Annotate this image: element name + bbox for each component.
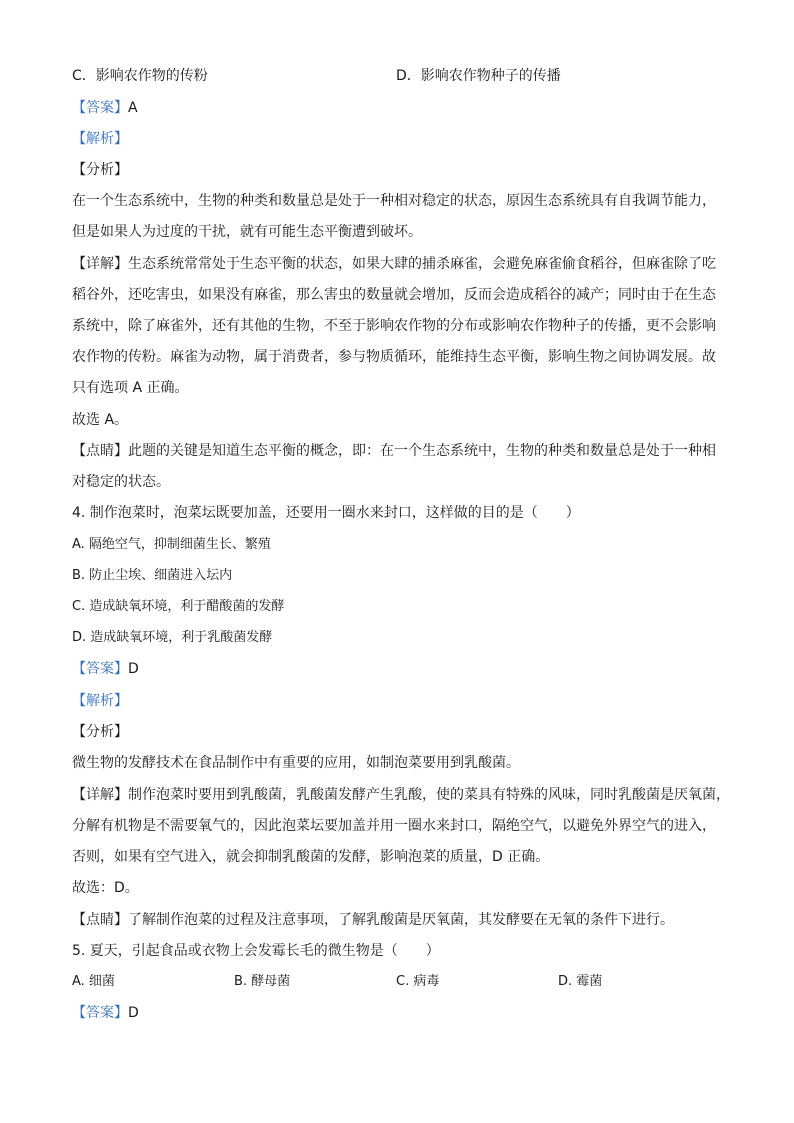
- q3-answer-tag: 【答案】: [72, 100, 128, 116]
- q3-answer: [72, 98, 138, 118]
- q3-fenxi-line-2: 但是如果人为过度的干扰，就有可能生态平衡遭到破坏。: [72, 224, 422, 240]
- q4-analysis-tag: 【解析】: [72, 693, 128, 709]
- q4-detail-line-1: 【详解】制作泡菜时要用到乳酸菌，乳酸菌发酵产生乳酸，使的菜具有特殊的风味，同时乳酸菌是厌氧菌，: [72, 787, 730, 803]
- q3-detail-line-3: 系统中，除了麻雀外，还有其他的生物，不至于影响农作物的分布或影响农作物种子的传播，更不会影响: [72, 318, 716, 334]
- q4-comment: 【点睛】了解制作泡菜的过程及注意事项，了解乳酸菌是厌氧菌，其发酵要在无氧的条件下进行。: [72, 912, 674, 928]
- q3-detail-line-5: 只有选项 A 正确。: [72, 380, 189, 396]
- q3-analysis-tag: 【解析】: [72, 131, 128, 147]
- q5-option-c: C. 病毒: [396, 974, 440, 989]
- q5-answer-tag: 【答案】: [72, 1005, 128, 1021]
- q4-stem: 4. 制作泡菜时，泡菜坛既要加盖，还要用一圈水来封口，这样做的目的是（ ）: [72, 505, 580, 521]
- q4-detail-line-3: 否则，如果有空气进入，就会抑制乳酸菌的发酵，影响泡菜的质量，D 正确。: [72, 849, 550, 865]
- q3-comment-tag: 【点睛】: [72, 443, 128, 459]
- q4-conclusion: 故选：D。: [72, 880, 139, 896]
- q3-detail-tag: 【详解】: [72, 256, 128, 272]
- q4-option-d: D. 造成缺氧环境，利于乳酸菌发酵: [72, 630, 273, 645]
- q3-answer-value: A: [128, 100, 138, 116]
- q3-detail-line-2: 稻谷外，还吃害虫，如果没有麻雀，那么害虫的数量就会增加，反而会造成稻谷的减产；同时由于在生态: [72, 287, 716, 303]
- q3-detail-line-1: 【详解】生态系统常常处于生态平衡的状态，如果大肆的捕杀麻雀，会避免麻雀偷食稻谷，但麻雀除了吃: [72, 256, 716, 272]
- q3-option-c: C．影响农作物的传粉: [72, 68, 208, 84]
- q5-answer: [72, 1003, 139, 1023]
- q5-option-a: A. 细菌: [72, 974, 115, 989]
- q4-comment-tag: 【点睛】: [72, 912, 128, 928]
- q5-answer-value: D: [128, 1005, 139, 1021]
- q3-conclusion: 故选 A。: [72, 412, 129, 428]
- q4-fenxi-tag: 【分析】: [72, 724, 128, 740]
- q4-option-b: B. 防止尘埃、细菌进入坛内: [72, 568, 233, 583]
- q5-option-d: D. 霉菌: [558, 974, 603, 989]
- q3-comment-line-1: 【点睛】此题的关键是知道生态平衡的概念，即：在一个生态系统中，生物的种类和数量总是处于一种相: [72, 443, 716, 459]
- q4-detail-tag: 【详解】: [72, 787, 128, 803]
- q4-option-c: C. 造成缺氧环境，利于醋酸菌的发酵: [72, 599, 285, 614]
- q3-option-d: D．影响农作物种子的传播: [396, 68, 561, 84]
- q3-detail-line-4: 农作物的传粉。麻雀为动物，属于消费者，参与物质循环，能维持生态平衡，影响生物之间协调发展。故: [72, 349, 716, 365]
- q4-detail-line-2: 分解有机物是不需要氧气的，因此泡菜坛要加盖并用一圈水来封口，隔绝空气，以避免外界空气的进入，: [72, 818, 716, 834]
- q5-option-b: B. 酵母菌: [234, 974, 291, 989]
- q5-stem: 5. 夏天，引起食品或衣物上会发霉长毛的微生物是（ ）: [72, 943, 440, 959]
- q4-fenxi-line: 微生物的发酵技术在食品制作中有重要的应用，如制泡菜要用到乳酸菌。: [72, 755, 520, 771]
- q4-option-a: A. 隔绝空气，抑制细菌生长、繁殖: [72, 537, 271, 552]
- q3-fenxi-tag: 【分析】: [72, 162, 128, 178]
- q4-answer: [72, 659, 139, 679]
- q3-fenxi-line-1: 在一个生态系统中，生物的种类和数量总是处于一种相对稳定的状态，原因生态系统具有自我调节能力，: [72, 193, 716, 209]
- q4-answer-tag: 【答案】: [72, 661, 128, 677]
- q3-comment-line-2: 对稳定的状态。: [72, 474, 170, 490]
- q4-answer-value: D: [128, 661, 139, 677]
